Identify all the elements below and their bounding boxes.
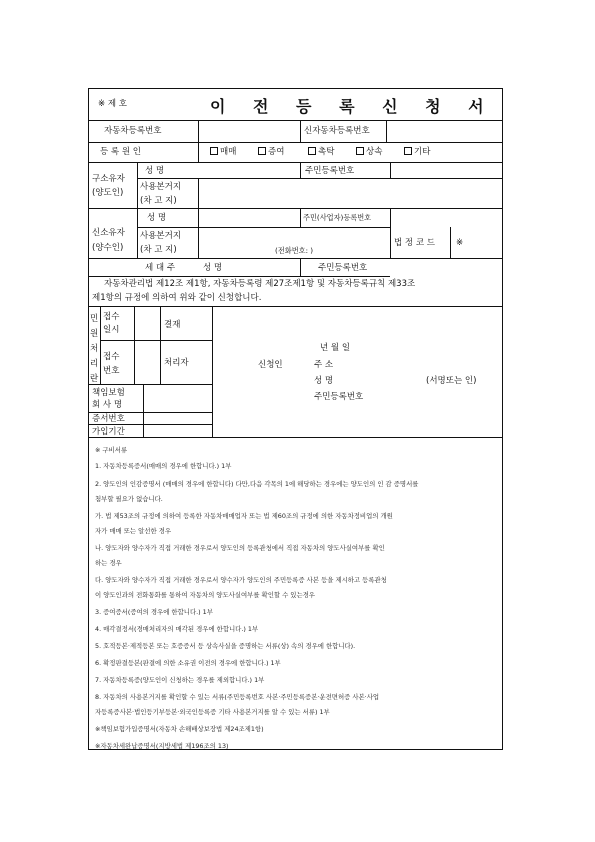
rule [386,120,387,142]
rule [300,120,301,142]
rule [300,162,301,178]
reg-cause-label: 등 록 원 인 [100,147,141,157]
coverage-period-field[interactable] [145,425,210,437]
insurance-company-field[interactable] [145,386,210,411]
civil-processing-label: 민원처리란 [90,314,99,384]
rule [198,178,199,208]
note-line: 다. 양도자와 양수자가 직접 거래한 경우로서 양수자가 양도인의 주민등록증 사본 등을 제시하고 등록관청 [95,576,387,584]
rule [300,258,301,276]
signature-label: (서명또는 인) [426,376,477,386]
rule [198,208,199,258]
householder-name-label: 성 명 [203,263,223,273]
cause-option-gift[interactable]: 증여 [258,147,284,157]
note-line: 8. 자동차의 사용본거지를 확인할 수 있는 서류(주민등록번호 사본·주민등록증본·운전면허증 사본·사업 [95,693,380,701]
new-vehicle-reg-no-label: 신자동차등록번호 [304,126,370,136]
rule [88,306,503,307]
checkbox-icon [258,147,266,155]
rule [134,306,135,384]
insurance-company-label: 책임보험 [92,388,125,398]
cause-option-commission[interactable]: 촉탁 [308,147,334,157]
checkbox-icon [210,147,218,155]
receipt-number-cell-label: 접수 [103,352,120,362]
applicant-resident-no-label: 주민등록번호 [314,392,364,402]
note-line: 6. 확정판결등본(판결에 의한 소유권 이전의 경우에 한합니다.) 1부 [95,659,281,667]
cause-option-sale[interactable]: 매매 [210,147,236,157]
new-vehicle-reg-no-field[interactable] [388,122,501,140]
rule [100,340,212,341]
statement-line-1: 자동차관리법 제12조 제1항, 자동차등록령 제27조제1항 및 자동차등록규칙 제33조 [104,279,416,289]
rule [88,258,503,259]
rule [143,384,144,438]
rule [390,208,391,258]
rule [88,276,390,277]
required-documents-box [88,438,503,750]
old-owner-sub-label: (양도인) [92,188,124,198]
old-owner-resident-no-field[interactable] [392,164,501,177]
rule [212,306,213,438]
date-label: 년 월 일 [320,343,351,353]
new-owner-sub-label: (양수인) [92,243,124,253]
rule [88,384,212,385]
rule [390,162,391,178]
rule [88,208,503,209]
note-line: 3. 증여증서(증여의 경우에 한합니다.) 1부 [95,608,213,616]
old-owner-address-label: 사용본거지 [140,182,182,192]
applicant-name-label: 성 명 [314,376,334,386]
note-line: ※자동차세완납증명서(지방세법 제196조의 13) [95,742,229,750]
notes-header: ※ 구비서류 [95,446,128,454]
new-owner-name-field[interactable] [200,210,298,226]
old-owner-resident-no-label: 주민등록번호 [305,166,355,176]
note-line: 자등록증사본·법인등기부등본·외국인등록증 기타 사용본거지를 알 수 있는 서류) 1부 [95,708,330,716]
rule [137,227,390,228]
vehicle-reg-no-field[interactable] [200,122,298,140]
new-owner-name-label: 성 명 [147,213,167,223]
legal-code-mark: ※ [456,238,464,248]
applicant-label: 신청인 [258,360,283,370]
legal-code-label: 법 정 코 드 [394,238,435,248]
householder-name-field[interactable] [240,260,298,275]
new-owner-garage-label: (차 고 지) [140,245,177,255]
form-title: 이 전 등 록 신 청 서 [210,97,495,116]
new-owner-label: 신소유자 [92,228,125,238]
note-line: 가. 법 제53조의 규정에 의하여 등록한 자동차매매업자 또는 법 제60조의 규정에 의한 자동차정비업의 개원 [95,512,393,520]
new-owner-resident-no-field[interactable] [392,210,501,226]
checkbox-icon [356,147,364,155]
rule [88,162,503,163]
rule [450,227,451,258]
rule [137,178,503,179]
note-line: 이 양도인과의 전화통화를 통하여 자동차의 양도사실여부를 확인할 수 있는경우 [95,591,315,599]
receipt-date-label: 접수 [103,312,120,322]
householder-label: 세 대 주 [145,263,176,273]
new-owner-address-label: 사용본거지 [140,231,182,241]
cause-option-other[interactable]: 기타 [404,147,430,157]
processor-label: 처리자 [164,358,189,368]
applicant-address-label: 주 소 [314,360,334,370]
old-owner-label: 구소유자 [92,174,125,184]
note-line: 첨부할 필요가 없습니다. [95,495,163,503]
note-line: 하는 경우 [95,559,122,567]
cause-option-inheritance[interactable]: 상속 [356,147,382,157]
rule [160,306,161,384]
old-owner-name-field[interactable] [200,164,298,177]
rule [100,306,101,384]
coverage-period-label: 가입기간 [92,427,125,437]
rule [198,120,199,142]
certificate-no-field[interactable] [145,413,210,423]
rule [198,142,199,162]
old-owner-name-label: 성 명 [145,166,165,176]
checkbox-icon [404,147,412,155]
rule [88,120,503,121]
note-line: 4. 매각결정서(경매처리자의 매각된 경우에 한합니다.) 1부 [95,625,259,633]
rule [300,208,301,227]
note-line: 자가 매매 또는 알선한 경우 [95,527,172,535]
note-line: 7. 자동차등록증(양도인이 신청하는 경우를 제외합니다.) 1부 [95,676,265,684]
note-line: 2. 양도인의 인감증명서 (매매의 경우에 한합니다) 다만,다음 각목의 1에 해당하는 경우에는 양도인의 인 감 증명서를 [95,480,419,488]
note-line: ※책임보험가입증명서(자동차 손해배상보장법 제24조제1항) [95,725,264,733]
householder-resident-no-label: 주민등록번호 [318,263,368,273]
note-line: 1. 자동차등록증서(매매의 경우에 한합니다.) 1부 [95,462,232,470]
certificate-no-label: 증서번호 [92,414,125,424]
phone-label: (전화번호: ) [275,246,314,255]
note-line: 5. 호적등본·제적등본 또는 호증증서 등 상속사실을 증명하는 서류(상) 속의 경우에 한합니다). [95,642,356,650]
old-owner-garage-label: (차 고 지) [140,196,177,206]
insurance-company-sub-label: 회 사 명 [92,400,123,410]
receipt-number-label: ※ 제 호 [98,99,127,109]
note-line: 나. 양도자와 양수자가 직접 거래한 경우로서 양도인의 등록관청에서 직접 자동차의 양도사실여부를 확인 [95,544,385,552]
approval-label: 결재 [164,320,181,330]
rule [137,162,138,258]
vehicle-reg-no-label: 자동차등록번호 [104,126,162,136]
checkbox-icon [308,147,316,155]
rule [88,142,503,143]
old-owner-address-field[interactable] [200,180,501,207]
receipt-number-cell-sub-label: 번호 [103,366,120,376]
new-owner-biz-resident-no-label: 주민(사업자)등록번호 [303,213,372,222]
statement-line-2: 제1항의 규정에 의하여 위와 같이 신청합니다. [92,293,262,303]
receipt-date-sub-label: 일시 [103,325,120,335]
